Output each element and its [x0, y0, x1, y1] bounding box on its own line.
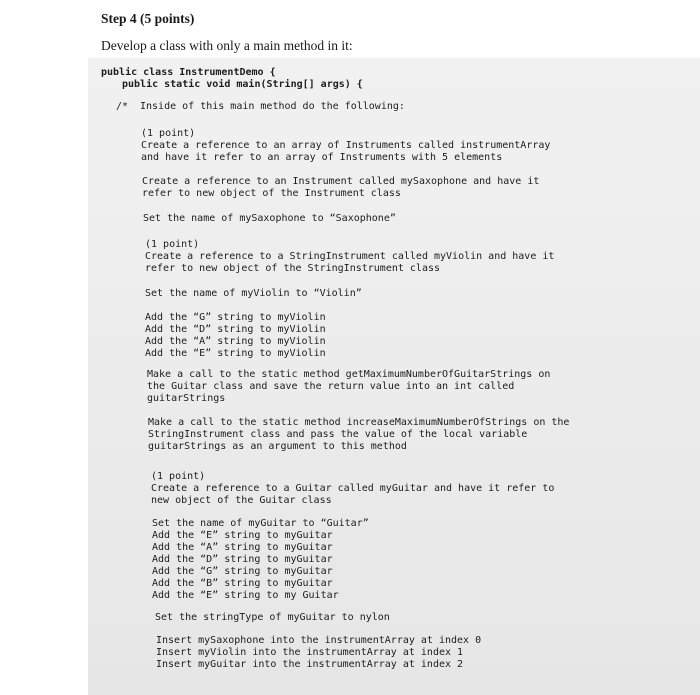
- intro-text: Develop a class with only a main method in it:: [101, 38, 353, 53]
- class-declaration: public class InstrumentDemo {: [101, 67, 276, 78]
- block-saxophone-name: [143, 213, 396, 225]
- step-heading: Step 4 (5 points): [101, 11, 195, 26]
- code-line: refer to new object of the Instrument class: [142, 188, 401, 199]
- code-line: Add the “G” string to myViolin: [145, 312, 326, 323]
- code-line: Set the stringType of myGuitar to nylon: [155, 612, 390, 623]
- code-line: and have it refer to an array of Instruments with 5 elements: [141, 152, 503, 163]
- code-line: Add the “A” string to myViolin: [145, 336, 326, 347]
- code-line: Add the “A” string to myGuitar: [152, 542, 333, 553]
- block-insert-array: [156, 635, 481, 671]
- code-line: StringInstrument class and pass the value of the local variable: [148, 429, 528, 440]
- code-line: Create a reference to a StringInstrument called myViolin and have it: [145, 251, 555, 262]
- code-line: Insert myGuitar into the instrumentArray at index 2: [156, 659, 464, 670]
- code-line: Create a reference to an Instrument called mySaxophone and have it: [142, 176, 540, 187]
- code-line: new object of the Guitar class: [151, 495, 332, 506]
- code-line: Make a call to the static method getMaximumNumberOfGuitarStrings on: [147, 369, 551, 380]
- code-line: Make a call to the static method increaseMaximumNumberOfStrings on the: [148, 417, 570, 428]
- code-line: (1 point): [145, 239, 200, 250]
- code-line: Create a reference to a Guitar called myGuitar and have it refer to: [151, 483, 555, 494]
- code-line: Insert myViolin into the instrumentArray at index 1: [156, 647, 464, 658]
- code-line: Create a reference to an array of Instruments called instrumentArray: [141, 140, 551, 151]
- block-string-type: [155, 612, 390, 624]
- block-violin-name: [145, 288, 362, 300]
- block-saxophone-ref: [142, 176, 539, 200]
- code-line: Add the “E” string to myGuitar: [152, 530, 333, 541]
- block-instrument-array: [141, 128, 550, 164]
- code-line: guitarStrings: [147, 393, 226, 404]
- block-get-max-strings: [147, 369, 550, 405]
- code-line: the Guitar class and save the return value into an int called: [147, 381, 515, 392]
- code-line: Set the name of myGuitar to “Guitar”: [152, 518, 369, 529]
- code-line: refer to new object of the StringInstrument class: [145, 263, 441, 274]
- main-declaration: public static void main(String[] args) {: [122, 79, 363, 90]
- block-increase-max-strings: [148, 417, 569, 453]
- code-line: Set the name of myViolin to “Violin”: [145, 288, 362, 299]
- code-line: Add the “E” string to my Guitar: [152, 590, 339, 601]
- block-violin-strings: [145, 312, 326, 360]
- code-line: Add the “G” string to myGuitar: [152, 566, 333, 577]
- code-line: guitarStrings as an argument to this method: [148, 441, 407, 452]
- code-line: Add the “D” string to myGuitar: [152, 554, 333, 565]
- instructions-intro: Inside of this main method do the following:: [140, 101, 405, 112]
- code-line: (1 point): [141, 128, 196, 139]
- block-guitar-strings: [152, 518, 369, 602]
- code-line: Set the name of mySaxophone to “Saxophone”: [143, 213, 396, 224]
- code-line: Insert mySaxophone into the instrumentArray at index 0: [156, 635, 482, 646]
- block-guitar-ref: [151, 471, 554, 507]
- code-line: Add the “B” string to myGuitar: [152, 578, 333, 589]
- code-line: Add the “D” string to myViolin: [145, 324, 326, 335]
- code-line: (1 point): [151, 471, 206, 482]
- block-violin-ref: [145, 239, 554, 275]
- code-line: Add the “E” string to myViolin: [145, 348, 326, 359]
- comment-start: /*: [116, 101, 129, 112]
